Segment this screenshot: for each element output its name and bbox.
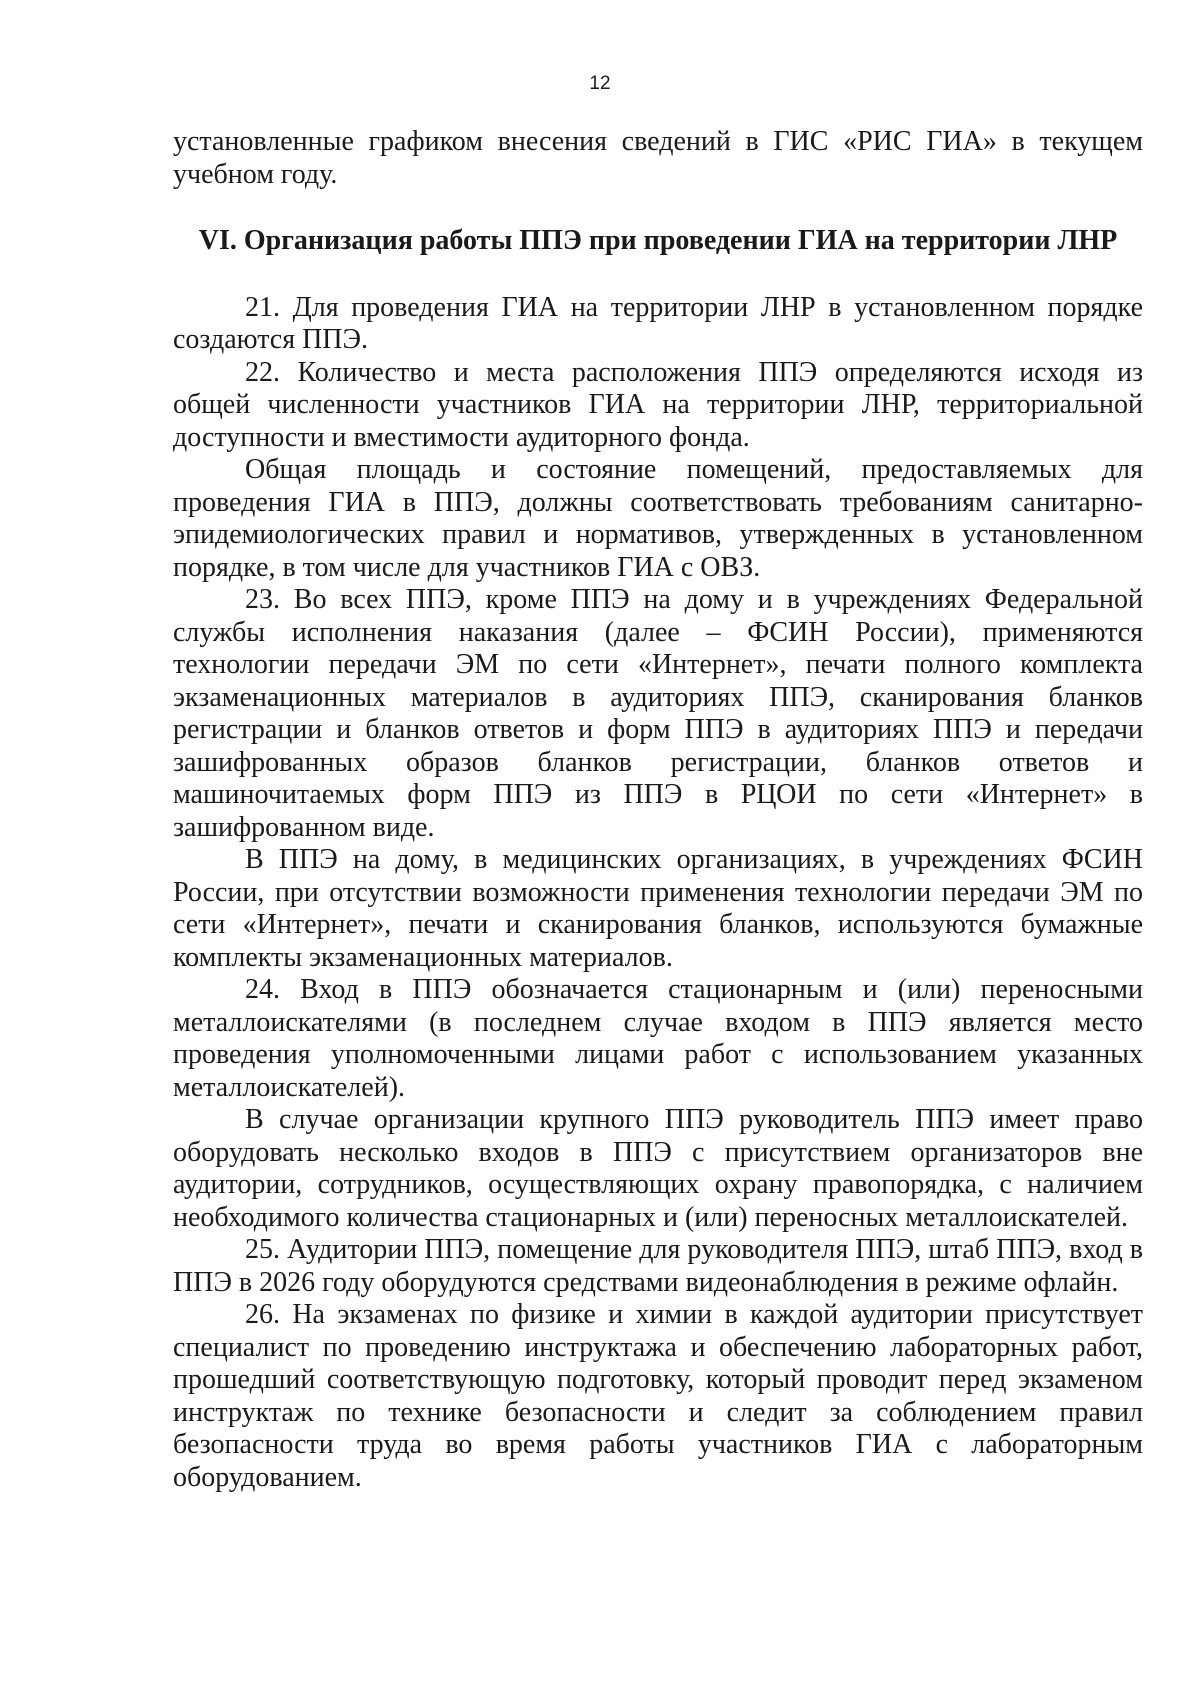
paragraph-22-premises: Общая площадь и состояние помещений, предоставляемых для проведения ГИА в ППЭ, должны соответствовать требованиям санитарно-эпидемиологических правил и нормативов, утвержденных в установленном порядке, в том числе для участников ГИА с ОВЗ. [173, 454, 1143, 583]
paragraph-24-multiple-entrances: В случае организации крупного ППЭ руководитель ППЭ имеет право оборудовать несколько входов в ППЭ с присутствием организаторов вне аудитории, сотрудников, осуществляющих охрану правопорядка, с наличием необходимого количества стационарных и (или) переносных металлоискателей. [173, 1104, 1143, 1233]
paragraph-24: 24. Вход в ППЭ обозначается стационарным и (или) переносными металлоискателями (в последнем случае входом в ППЭ является место проведения уполномоченными лицами работ с использованием указанных металлоискателей). [173, 974, 1143, 1103]
paragraph-22: 22. Количество и места расположения ППЭ определяются исходя из общей численности участников ГИА на территории ЛНР, территориальной доступности и вместимости аудиторного фонда. [173, 356, 1143, 453]
paragraph-26: 26. На экзаменах по физике и химии в каждой аудитории присутствует специалист по проведению инструктажа и обеспечению лабораторных работ, прошедший соответствующую подготовку, который проводит перед экзаменом инструктаж по технике безопасности и следит за соблюдением правил безопасности труда во время работы участников ГИА с лабораторным оборудованием. [173, 1299, 1143, 1493]
section-heading: VI. Организация работы ППЭ при проведении ГИА на территории ЛНР [198, 225, 1118, 256]
intro-paragraph: установленные графиком внесения сведений в ГИС «РИС ГИА» в текущем учебном году. [173, 126, 1143, 190]
paragraph-23: 23. Во всех ППЭ, кроме ППЭ на дому и в учреждениях Федеральной службы исполнения наказания (далее – ФСИН России), применяются технологии передачи ЭМ по сети «Интернет», печати полного комплекта экзаменационных материалов в аудиториях ППЭ, сканирования бланков регистрации и бланков ответов и форм ППЭ в аудиториях ППЭ и передачи зашифрованных образов бланков регистрации, бланков ответов и машиночитаемых форм ППЭ из ППЭ в РЦОИ по сети «Интернет» в зашифрованном виде. [173, 584, 1143, 843]
paragraph-23-paper-kits: В ППЭ на дому, в медицинских организациях, в учреждениях ФСИН России, при отсутствии возможности применения технологии передачи ЭМ по сети «Интернет», печати и сканирования бланков, используются бумажные комплекты экзаменационных материалов. [173, 844, 1143, 973]
paragraph-25: 25. Аудитории ППЭ, помещение для руководителя ППЭ, штаб ППЭ, вход в ППЭ в 2026 году оборудуются средствами видеонаблюдения в режиме офлайн. [173, 1234, 1143, 1298]
document-body [173, 126, 1143, 1494]
page-number: 12 [589, 73, 611, 94]
paragraph-21: 21. Для проведения ГИА на территории ЛНР в установленном порядке создаются ППЭ. [173, 291, 1143, 355]
